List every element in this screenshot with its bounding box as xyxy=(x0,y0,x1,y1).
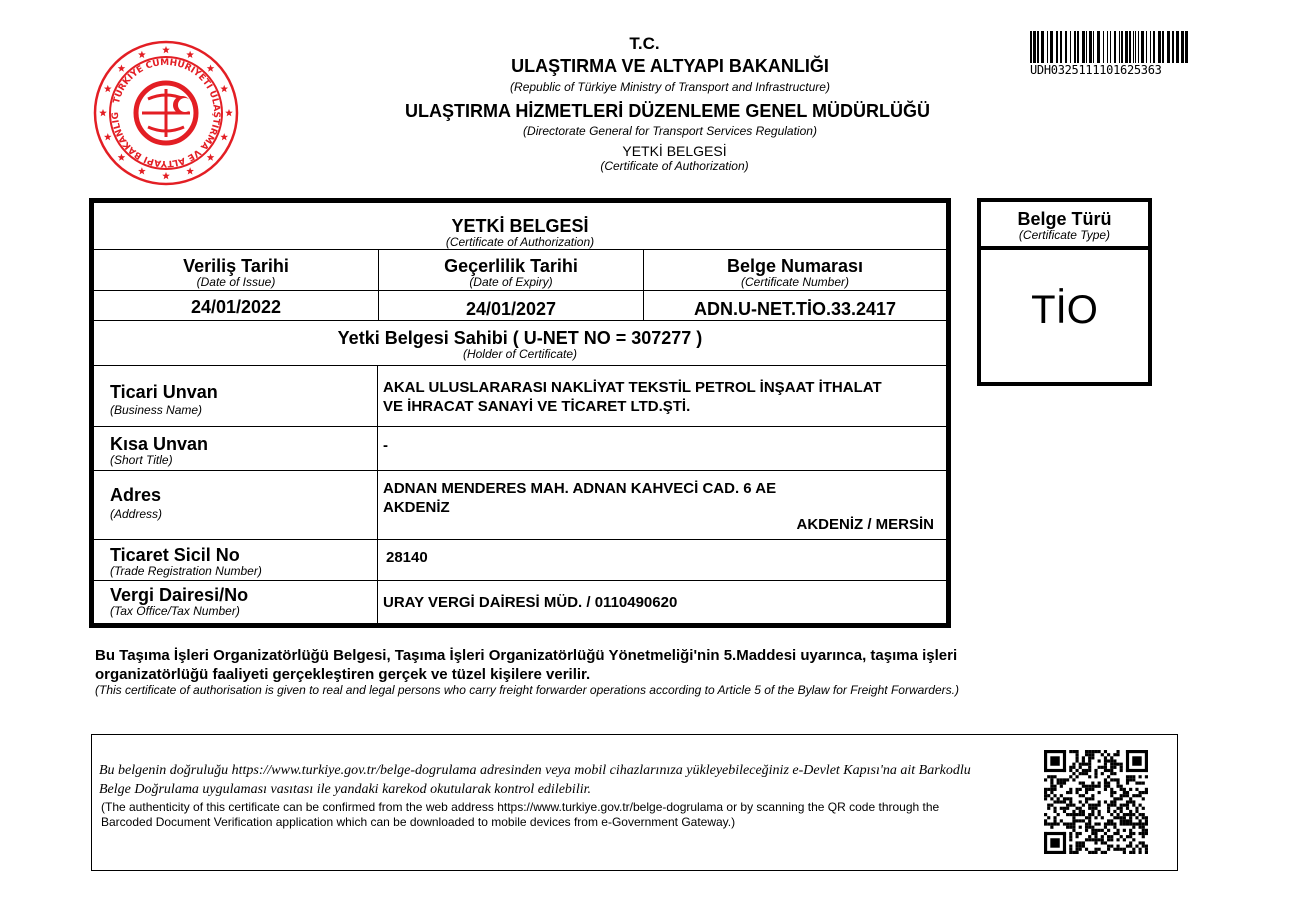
address-line1: ADNAN MENDERES MAH. ADNAN KAHVECİ CAD. 6 AE xyxy=(383,480,777,497)
business-name-label-en: (Business Name) xyxy=(110,403,203,417)
short-title-value: - xyxy=(383,437,388,454)
certificate-number-value: ADN.U-NET.TİO.33.2417 xyxy=(693,299,897,319)
holder-title: Yetki Belgesi Sahibi ( U-NET NO = 307277 ) xyxy=(337,328,703,348)
header-ministry-en: (Republic of Türkiye Ministry of Transport and Infrastructure) xyxy=(510,80,830,94)
header-country: T.C. xyxy=(629,34,660,53)
address-line2: AKDENİZ xyxy=(383,499,450,516)
expiry-date-label: Geçerlilik Tarihi xyxy=(444,256,578,276)
barcode xyxy=(1030,31,1190,63)
trade-registration-label: Ticaret Sicil No xyxy=(110,545,240,565)
certificate-number-label-en: (Certificate Number) xyxy=(740,275,850,289)
address-label: Adres xyxy=(110,485,162,505)
legal-statement-en: (This certificate of authorisation is given to real and legal persons who carry freight forwarder operations according to Article 5 of the Bylaw for Freight Forwarders.) xyxy=(95,683,959,697)
certificate-title-en: (Certificate of Authorization) xyxy=(445,235,595,249)
certificate-type-label-en: (Certificate Type) xyxy=(1018,228,1111,242)
short-title-label-en: (Short Title) xyxy=(110,453,173,467)
tax-office-label-en: (Tax Office/Tax Number) xyxy=(110,604,240,618)
qr-code[interactable] xyxy=(1044,750,1148,854)
verification-text: Bu belgenin doğruluğu https://www.turkiye.gov.tr/belge-dogrulama adresinden veya mobil cihazlarınıza yükleyebileceğiniz e-Devlet Kapısı'na ait Barkodlu Belge Doğrulama uygulaması vasıtası ile yandaki karekod okutularak kontrol edilebilir. xyxy=(99,763,971,797)
header-document-title: YETKİ BELGESİ xyxy=(622,143,727,159)
business-name-line2: VE İHRACAT SANAYİ VE TİCARET LTD.ŞTİ. xyxy=(383,398,691,415)
business-name-label: Ticari Unvan xyxy=(110,382,218,402)
trade-registration-label-en: (Trade Registration Number) xyxy=(110,564,262,578)
header-directorate: ULAŞTIRMA HİZMETLERİ DÜZENLEME GENEL MÜDÜRLÜĞÜ xyxy=(405,101,930,121)
expiry-date-value: 24/01/2027 xyxy=(465,299,557,319)
legal-statement: Bu Taşıma İşleri Organizatörlüğü Belgesi, Taşıma İşleri Organizatörlüğü Yönetmeliği'nin 5.Maddesi uyarınca, taşıma işleri organizatörlüğü faaliyeti gerçekleştiren gerçek ve tüzel kişilere verilir. xyxy=(95,647,958,683)
trade-registration-value: 28140 xyxy=(386,549,428,566)
expiry-date-label-en: (Date of Expiry) xyxy=(469,275,553,289)
barcode-number: UDH0325111101625363 xyxy=(1030,63,1162,77)
certificate-type-box xyxy=(977,198,1152,386)
header-directorate-en: (Directorate General for Transport Services Regulation) xyxy=(523,124,817,138)
header-ministry: ULAŞTIRMA VE ALTYAPI BAKANLIĞI xyxy=(511,56,829,76)
address-city: AKDENİZ / MERSİN xyxy=(796,516,934,533)
certificate-type-label: Belge Türü xyxy=(1017,209,1112,229)
issue-date-label: Veriliş Tarihi xyxy=(183,256,289,276)
holder-title-en: (Holder of Certificate) xyxy=(462,347,578,361)
verification-text-en: (The authenticity of this certificate can be confirmed from the web address https://www.turkiye.gov.tr/belge-dogrulama or by scanning the QR code through the Barcoded Document Verification application which can be downloaded to mobile devices from e-Government Gateway.) xyxy=(101,800,940,829)
certificate-type-value: TİO xyxy=(1031,288,1098,332)
certificate-title: YETKİ BELGESİ xyxy=(451,216,589,236)
tax-office-label: Vergi Dairesi/No xyxy=(110,585,249,605)
seal-ring-text: TÜRKİYE CUMHURİYETİ ULAŞTIRMA VE ALTYAPI BAKANLIĞ xyxy=(110,57,222,169)
short-title-label: Kısa Unvan xyxy=(110,434,209,454)
tax-office-value: URAY VERGİ DAİRESİ MÜD. / 0110490620 xyxy=(383,594,678,611)
header-document-title-en: (Certificate of Authorization) xyxy=(600,159,749,173)
issue-date-label-en: (Date of Issue) xyxy=(196,275,276,289)
business-name-line1: AKAL ULUSLARARASI NAKLİYAT TEKSTİL PETROL İNŞAAT İTHALAT xyxy=(383,379,882,396)
certificate-number-label: Belge Numarası xyxy=(726,256,864,276)
address-label-en: (Address) xyxy=(110,507,163,521)
issue-date-value: 24/01/2022 xyxy=(190,297,282,317)
